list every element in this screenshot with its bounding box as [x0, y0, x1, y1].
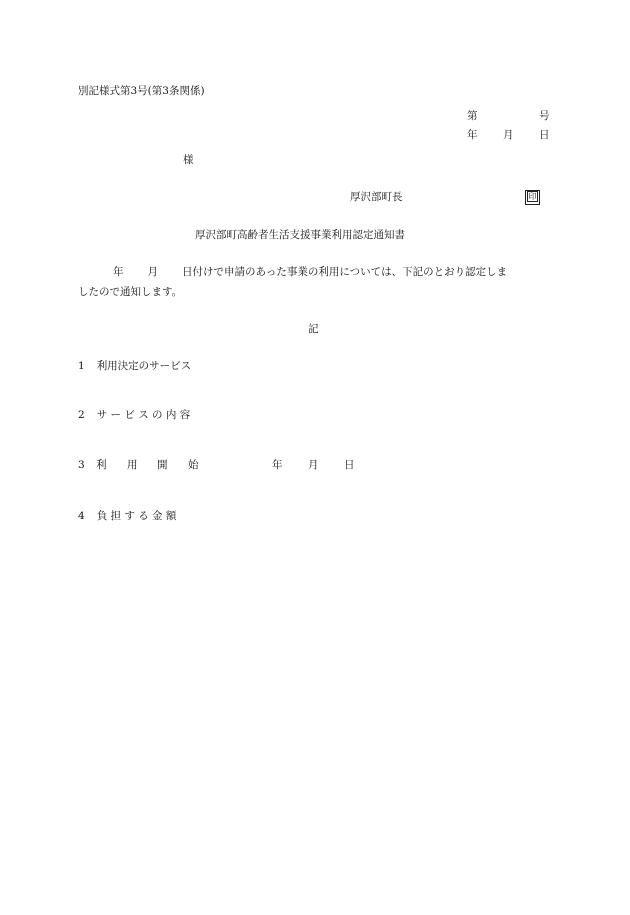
form-number-label: 別記様式第3号(第3条関係)	[78, 85, 205, 97]
item-4-number: 4	[78, 510, 85, 522]
item-1	[78, 361, 191, 372]
issuer-name: 厚沢部町長	[350, 191, 403, 203]
document-title: 厚沢部町高齢者生活支援事業利用認定通知書	[195, 229, 405, 241]
body-paragraph	[78, 262, 550, 302]
number-go: 号	[539, 110, 550, 122]
recipient-sama: 様	[183, 154, 194, 166]
date-year: 年	[467, 129, 478, 141]
item-2	[78, 410, 190, 421]
date-month: 月	[503, 129, 514, 141]
item-3-char-3: 開	[157, 459, 168, 471]
body-line-2: したので通知します。	[78, 286, 183, 298]
body-line-1-rest: 日付けで申請のあった事業の利用については、下記のとおり認定しま	[182, 266, 508, 278]
item-1-number: 1	[78, 360, 85, 372]
body-line-1	[78, 262, 550, 282]
body-month: 月	[147, 266, 158, 278]
item-3-char-1: 利	[96, 459, 107, 471]
date-day: 日	[539, 129, 550, 141]
item-4-label: 負 担 す る 金 額	[96, 510, 177, 522]
body-year: 年	[113, 266, 124, 278]
item-2-label: サ ー ビ ス の 内 容	[96, 409, 191, 421]
item-2-number: 2	[78, 409, 85, 421]
number-dai: 第	[467, 110, 478, 122]
item-3-day: 日	[344, 459, 355, 471]
item-3-month: 月	[308, 459, 319, 471]
item-3-char-4: 始	[188, 459, 199, 471]
seal-mark: 印	[525, 190, 540, 205]
item-3-year: 年	[272, 459, 283, 471]
item-4	[78, 511, 176, 522]
item-3-char-2: 用	[127, 459, 138, 471]
item-3-number: 3	[78, 459, 85, 471]
item-1-label: 利用決定のサービス	[96, 360, 192, 372]
ki-heading: 記	[308, 323, 319, 335]
